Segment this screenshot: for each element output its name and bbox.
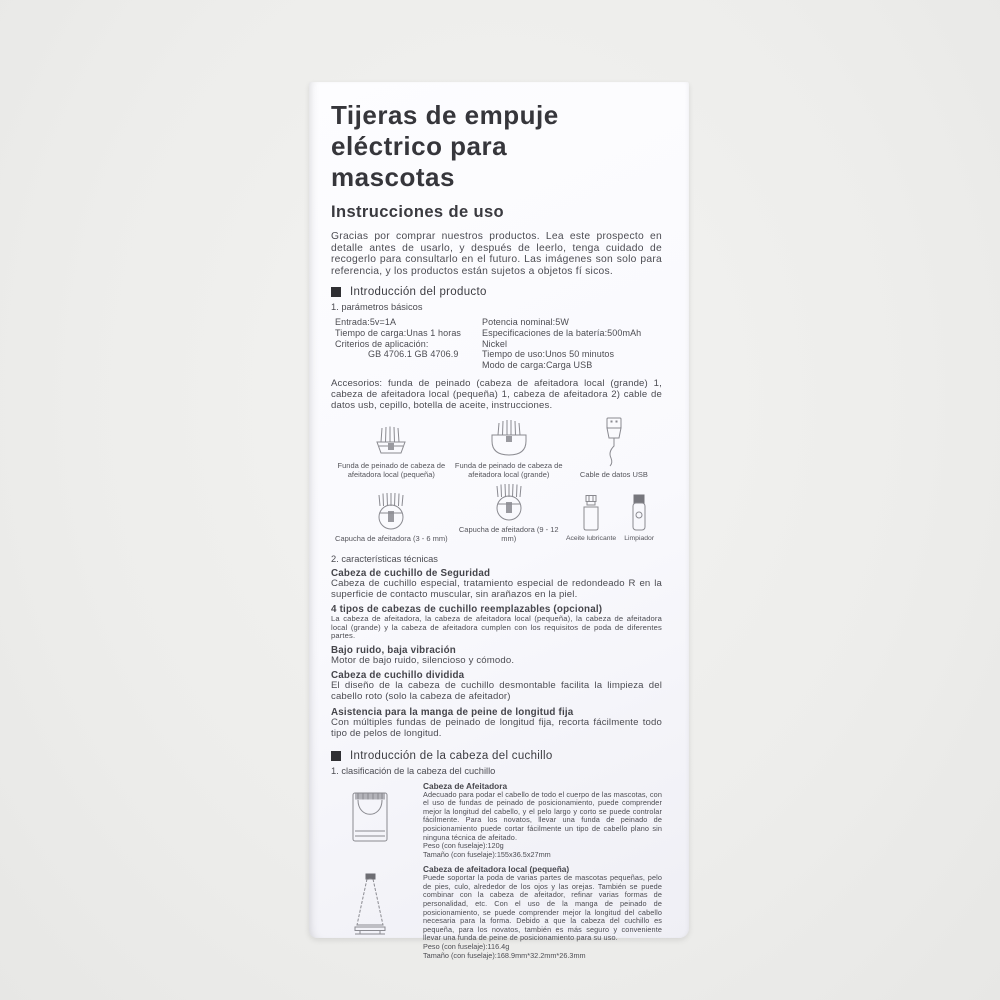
accessory-label: Aceite lubricante (565, 534, 617, 542)
param-line: Especificaciones de la batería:500mAh Nickel (482, 327, 642, 349)
blade-item-title: Cabeza de Afeitadora (423, 780, 508, 791)
page-title (331, 100, 662, 193)
blade-item-body: Puede soportar la poda de varias partes de mascotas pequeñas, pelo de pies, culo, alrededor de los ojos y las orejas. También se puede combinar con la cabeza de afeitador, refinar varias formas de personalidad, etc. Con el uso de la manga de peinado de posicionamiento, se puede comprender mejor la longitud del cabello necesaria para la forma. Debido a que la cabeza del cuchillo es pequeña, para los novatos, también es más seguro y conveniente llevar una funda de peine de posicionamiento para su uso. (423, 873, 662, 943)
section-heading-blade (331, 750, 662, 762)
accessory-comb-small (331, 425, 452, 479)
accessory-label: Funda de peinado de cabeza de afeitadora local (pequeña) (337, 460, 446, 479)
param-line: Criterios de aplicación: (335, 338, 429, 349)
cleaner-icon (630, 494, 648, 532)
param-line: Tiempo de uso:Unos 50 minutos (482, 349, 615, 360)
param-line: Tiempo de carga:Unas 1 horas (335, 327, 462, 338)
accessory-oil (566, 494, 617, 543)
parameter-table (335, 317, 662, 370)
feature-block (331, 645, 662, 667)
blade-item-size: Tamaño (con fuselaje):155x36.5x27mm (423, 849, 551, 859)
subtitle: Instrucciones de uso (331, 203, 505, 221)
accessory-guard-3-6 (331, 492, 452, 543)
subheading-tech-features: 2. características técnicas (331, 553, 438, 564)
param-line: Potencia nominal:5W (482, 317, 569, 328)
oil-bottle-icon (580, 494, 602, 532)
accessory-icon-row-2 (331, 483, 662, 543)
blade-item-size: Tamaño (con fuselaje):168.9mm*32.2mm*26.3mm (423, 950, 586, 960)
feature-body: Con múltiples fundas de peinado de longitud fija, recorta fácilmente todo tipo de pelos de longitud. (331, 716, 662, 739)
comb-large-icon (486, 419, 532, 459)
blade-item-title: Cabeza de afeitadora local (pequeña) (423, 864, 570, 875)
feature-title: 4 tipos de cabezas de cuchillo reemplazables (opcional) (331, 604, 603, 616)
feature-body: La cabeza de afeitadora, la cabeza de afeitadora local (pequeña), la cabeza de afeitadora local (grande) y la cabeza de afeitadora cumplen con los requisitos de poda de diferentes partes. (331, 614, 662, 641)
feature-body: Cabeza de cuchillo especial, tratamiento especial de redondeado R en la superficie de contacto muscular, sin arañazos en la piel. (331, 577, 662, 600)
title-line: Tijeras de empuje (331, 100, 559, 130)
intro-paragraph: Gracias por comprar nuestros productos. Lea este prospecto en detalle antes de usarlo, y después de leerlo, tenga cuidado de recogerlo para consultarlo en el futuro. Las imágenes son solo para referencia, y los productos están sujetos a objetos fí sicos. (331, 231, 662, 277)
accessory-label: Cable de datos USB (579, 469, 648, 479)
accessory-usb-cable (566, 416, 662, 479)
feature-block (331, 670, 662, 703)
accessory-comb-large (452, 419, 566, 479)
feature-title: Cabeza de cuchillo de Seguridad (331, 567, 491, 579)
feature-block (331, 568, 662, 601)
accessory-icon-row-1 (331, 416, 662, 479)
guard-comb-9-12-icon (488, 483, 530, 523)
shaver-head-icon (331, 781, 409, 860)
section-bullet-icon (331, 287, 341, 297)
title-line: mascotas (331, 162, 455, 192)
parameter-column-left (335, 317, 482, 370)
accessory-label: Funda de peinado de cabeza de afeitadora local (grande) (454, 460, 563, 479)
feature-block (331, 707, 662, 740)
section-bullet-icon (331, 751, 341, 761)
accessory-guard-9-12 (452, 483, 566, 543)
accessories-paragraph: Accesorios: funda de peinado (cabeza de afeitadora local (grande) 1, cabeza de afeitadora local (pequeña) 1, cabeza de afeitadora 2) cable de datos usb, cepillo, botella de aceite, instrucciones. (331, 378, 662, 411)
comb-small-icon (369, 425, 413, 459)
manual-page (309, 82, 689, 960)
param-line: Modo de carga:Carga USB (482, 359, 593, 370)
guard-comb-3-6-icon (370, 492, 412, 532)
blade-item-weight: Peso (con fuselaje):116.4g (423, 942, 510, 952)
blade-item-shaver (331, 781, 662, 860)
usb-cable-icon (599, 416, 629, 468)
accessory-label: Capucha de afeitadora (9 - 12 mm) (458, 524, 559, 543)
feature-title: Cabeza de cuchillo dividida (331, 670, 465, 682)
feature-body: Motor de bajo ruido, silencioso y cómodo. (331, 654, 515, 666)
accessory-label: Capucha de afeitadora (3 - 6 mm) (335, 533, 448, 543)
blade-item-weight: Peso (con fuselaje):120g (423, 841, 504, 851)
blade-item-trimmer (331, 864, 662, 960)
title-line: eléctrico para (331, 131, 508, 161)
section-heading-label: Introducción de la cabeza del cuchillo (350, 749, 553, 762)
section-heading-label: Introducción del producto (350, 286, 487, 299)
feature-title: Asistencia para la manga de peine de longitud fija (331, 706, 574, 718)
blade-item-text (409, 864, 662, 960)
feature-title: Bajo ruido, baja vibración (331, 644, 456, 656)
parameter-column-right (482, 317, 662, 370)
param-line: GB 4706.1 GB 4706.9 (368, 349, 459, 360)
subheading-basic-params: 1. parámetros básicos (331, 302, 423, 313)
trimmer-head-icon (331, 864, 409, 960)
accessory-label: Limpiador (624, 534, 655, 542)
section-heading-product (331, 286, 662, 298)
feature-body: El diseño de la cabeza de cuchillo desmontable facilita la limpieza del cabello roto (solo la cabeza de afeitador) (331, 680, 662, 703)
feature-block (331, 604, 662, 640)
blade-item-text (409, 781, 662, 860)
subheading-blade-classification: 1. clasificación de la cabeza del cuchillo (331, 765, 496, 776)
param-line: Entrada:5v=1A (335, 317, 397, 328)
accessory-cleaner (616, 494, 662, 543)
blade-item-body: Adecuado para podar el cabello de todo el cuerpo de las mascotas, con el uso de fundas de peinado de posicionamiento, puede comprender mejor la longitud del cabello, y el pelo largo y corto se puede controlar fácilmente. Para los novatos, llevar una funda de peinado de posicionamiento puede cortar fácilmente un tipo de cabello plano sin ninguna técnica de afeitado. (423, 789, 662, 842)
